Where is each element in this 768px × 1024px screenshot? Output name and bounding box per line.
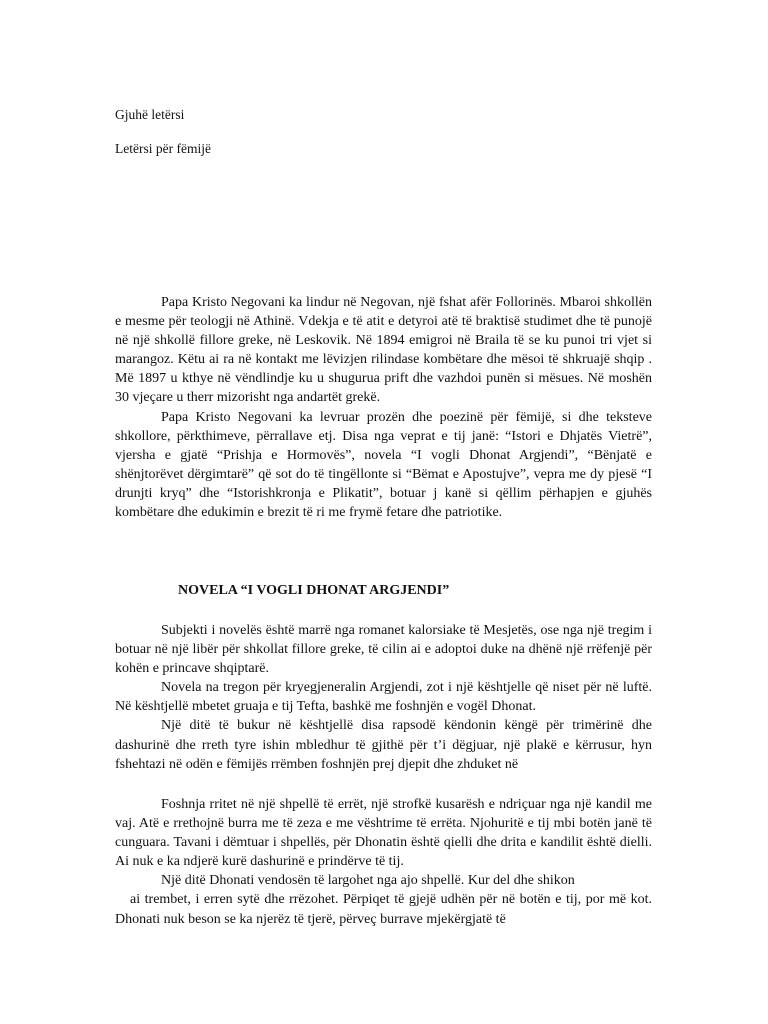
cave-paragraph: Foshnja rritet në një shpellë të errët, një strofkë kusarësh e ndriçuar nga një kandil me vaj. Atë e rrethojnë burra me të zeza e me vështrime të errëta. Njohuritë e tij mbi botën janë të cunguara. Tavani i dëmtuar i shpellës, për Dhonatin është qielli dhe drita e kandilit është dielli. Ai nuk e ka ndjerë kurë dashurinë e prindërve të tij. (115, 797, 652, 870)
subject-header: Gjuhë letërsi (115, 107, 185, 122)
works-paragraph: Papa Kristo Negovani ka levruar prozën dhe poezinë për fëmijë, si dhe teksteve shkollore, përkthimeve, përrallave etj. Disa nga veprat e tij janë: “Istori e Dhjatës Vietrë”, vjersha e gjatë “Prishja e Hormovës”, novela “I vogli Dhonat Argjendi”, “Bënjatë e shënjtorëvet dërgimtarë” që sot do të tingëllonte si “Bëmat e Apostujve”, vepra me dy pjesë “I drunjti kryq” dhe “Istorishkronja e Plikatit”, botuar j kanë si qëllim përhapjen e gjuhës kombëtare dhe edukimin e brezit të ri me frymë fetare dhe patriotike. (115, 409, 652, 521)
escape-paragraph: Një ditë Dhonati vendosën të largohet nga ajo shpellë. Kur del dhe shikon (161, 873, 575, 889)
biography-paragraph: Papa Kristo Negovani ka lindur në Negovan, një fshat afër Follorinës. Mbaroi shkollën e mesme për teologji në Athinë. Vdekja e të atit e detyroi atë të braktisë studimet dhe të punojë në një shkollë fillore greke, në Leskovik. Në 1894 emigroi në Braila të se ku punoi tri vjet si marangoz. Këtu ai ra në kontakt me lëvizjen rilindase kombëtare dhe mësoi të shkruajë shqip . Më 1897 u kthye në vëndlindje ku u shugurua prift dhe vazhdoi punën si mësues. Në moshën 30 vjeçare u therr mizorisht nga andartët grekë. (115, 295, 652, 406)
plot-paragraph: Novela na tregon për kryegjeneralin Argjendi, zot i një kështjelle që niset për në luftë. Në kështjellë mbetet gruaja e tij Tefta, bashkë me foshnjën e vogël Dhonat. (115, 680, 652, 715)
escape-paragraph-continued: ai trembet, i erren sytë dhe rrëzohet. Përpiqet të gjejë udhën për në botën e tij, por më kot. Dhonati nuk beson se ka njerëz të tjerë, përveç burrave mjekërgjatë të (115, 892, 652, 927)
subject-paragraph: Subjekti i novelës është marrë nga romanet kalorsiake të Mesjetës, ose nga një tregim i botuar në një libër për shkollat fillore greke, të cilin ai e adoptoi duke na dhënë një rrëfenjë për kohën e princave shqiptarë. (115, 623, 652, 677)
cave-section (115, 795, 652, 929)
novel-summary-section (115, 621, 652, 774)
abduction-paragraph: Një ditë të bukur në kështjellë disa rapsodë këndonin këngë për trimërinë dhe dashurinë dhe rreth tyre ishin mbledhur të gjithë për t’i dëgjuar, një plakë e kërrusur, hyn fshehtazi në odën e fëmijës rrëmben foshnjën prej djepit dhe zhduket në (115, 718, 652, 772)
biography-section (115, 293, 652, 522)
section-heading: NOVELA “I VOGLI DHONAT ARGJENDI” (178, 583, 450, 598)
topic-header: Letërsi për fëmijë (115, 141, 211, 156)
